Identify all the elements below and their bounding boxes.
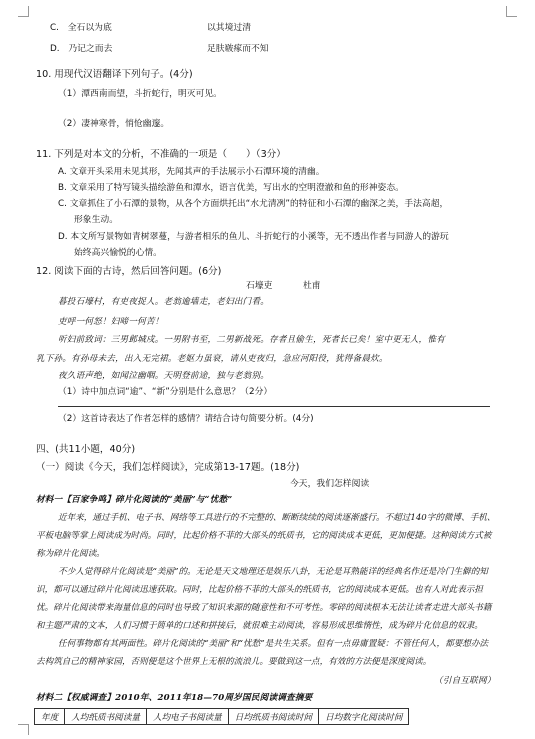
- table-header-cell: 日均纸质书阅读时间: [228, 709, 318, 725]
- q12-title: 12. 阅读下面的古诗，然后回答问题。(6分): [36, 266, 222, 277]
- crop-mark-top-right: [506, 6, 517, 17]
- source-note: （引自互联网）: [434, 676, 496, 686]
- q11-title: 11. 下列是对本文的分析，不准确的一项是（ ）（3分）: [36, 149, 286, 160]
- q9-option-c: [50, 22, 112, 35]
- paragraph-2: 不少人觉得碎片化阅读是“美丽”的。无论是天文地理还是娱乐八卦，无论是耳熟能详的经典名作还是冷门生僻的知识，都可以通过碎片化阅读迅速获取。同时，比起价格不菲的大部头的纸质书，它的阅读成本更低。也有人对此表示担忧。碎片化阅读带来海量信息的同时也导致了知识来源的随意性和不可考性。零碎的阅读根本无法让读者走进大部头书籍和主题严肃的文本，人们习惯于简单的口述和拼接后，就很难主动阅读，容易形成思维惰性，成为碎片化信息的奴隶。: [36, 567, 492, 631]
- table-header-cell: 人均电子书阅读量: [146, 709, 228, 725]
- option-text-left: 全石以为底: [67, 23, 112, 33]
- q12-sub-2: （2）这首诗表达了作者怎样的感情？请结合诗句简要分析。(4分): [58, 414, 314, 424]
- option-letter: D.: [50, 44, 60, 54]
- q11-option-a: A. 文章开头采用未见其形，先闻其声的手法展示小石潭环境的清幽。: [58, 167, 325, 177]
- q10-title: 10. 用现代汉语翻译下列句子。(4分): [36, 69, 193, 80]
- q9-option-c-right: 以其境过清: [207, 23, 251, 33]
- paragraph-1: 近年来，通过手机、电子书、网络等工具进行的不完整的、断断续续的阅读逐渐盛行。不超过140字的微博、手机、平板电脑等掌上阅读成为时尚。同时，比起价格不菲的大部头的纸质书，它的阅读成本更低，更加便捷。这种阅读方式被称为碎片化阅读。: [36, 513, 496, 559]
- poem-line: 乳下孙。有孙母未去，出入无完裙。老妪力虽衰，请从吏夜归，急应河阳役，犹得备晨炊。: [36, 354, 388, 364]
- poem-line: 夜久语声绝，如闻泣幽咽。天明登前途，独与老翁别。: [58, 371, 270, 381]
- section-title: 四、(共11小题，40分): [36, 444, 136, 455]
- poem-line: 吏呼一何怒！妇啼一何苦！: [58, 317, 164, 327]
- option-text-left: 乃记之而去: [68, 44, 113, 54]
- q11-option-b: B. 文章采用了特写镜头描绘游鱼和潭水，语言优美，写出水的空明澄澈和鱼的形神姿态。: [58, 183, 404, 193]
- poem-line: 听妇前致词：三男邺城戍。一男附书至，二男新战死。存者且偷生，死者长已矣！室中更无人，惟有: [58, 335, 445, 345]
- option-letter: C.: [50, 23, 59, 33]
- part-title: （一）阅读《今天，我们怎样阅读》，完成第13-17题。(18分): [36, 462, 300, 473]
- q9-option-d: [50, 43, 112, 56]
- material-2-heading: 材料二【权威调查】2010年、2011年18—70周岁国民阅读调查摘要: [36, 693, 313, 703]
- table-header-cell: 人均纸质书阅读量: [65, 709, 147, 725]
- poem-line: 暮投石壕村，有吏夜捉人。老翁逾墙走，老妇出门看。: [58, 297, 270, 307]
- answer-line: [58, 406, 490, 407]
- q11-option-c: C. 文章抓住了小石潭的景物，从各个方面烘托出“水尤清冽”的特征和小石潭的幽深之美，手法高超，: [58, 199, 449, 209]
- q11-option-d-cont: 始终高兴愉悦的心情。: [74, 248, 162, 258]
- article-title: 今天，我们怎样阅读: [290, 479, 370, 489]
- q12-sub-1: （1）诗中加点词“逾”、“新”分别是什么意思？（2分）: [58, 387, 273, 397]
- q10-item-1: （1）潭西南而望，斗折蛇行，明灭可见。: [58, 89, 222, 99]
- material-1-heading: 材料一【百家争鸣】碎片化阅读的“美丽”与“忧愁”: [36, 495, 233, 505]
- table-header-row: [35, 709, 409, 725]
- q9-option-d-right: 足肤皲瘃而不知: [207, 44, 269, 54]
- crop-mark-top-left: [18, 6, 29, 17]
- q11-option-c-cont: 形象生动。: [74, 215, 118, 225]
- table-header-cell: 年度: [35, 709, 65, 725]
- survey-table: [34, 708, 409, 725]
- table-header-cell: 日均数字化阅读时间: [319, 709, 409, 725]
- q10-item-2: （2）凄神寒骨，悄怆幽邃。: [58, 119, 170, 129]
- poem-title: 石壕吏: [246, 281, 273, 291]
- poem-author: 杜甫: [303, 281, 321, 291]
- paragraph-3: 任何事物都有其两面性。碎片化阅读的“美丽”和“忧愁”是共生关系。但有一点毋庸置疑：不管任何人，都要想办法去构筑自己的精神家园，否则便是这个世界上无根的流浪儿。要做到这一点，有效的方法便是深度阅读。: [36, 639, 489, 667]
- q11-option-d: D. 本文所写景物如青树翠蔓，与游者相乐的鱼儿、斗折蛇行的小溪等，无不透出作者与同游人的游玩: [58, 232, 449, 242]
- crop-mark-bottom-left: [18, 724, 29, 735]
